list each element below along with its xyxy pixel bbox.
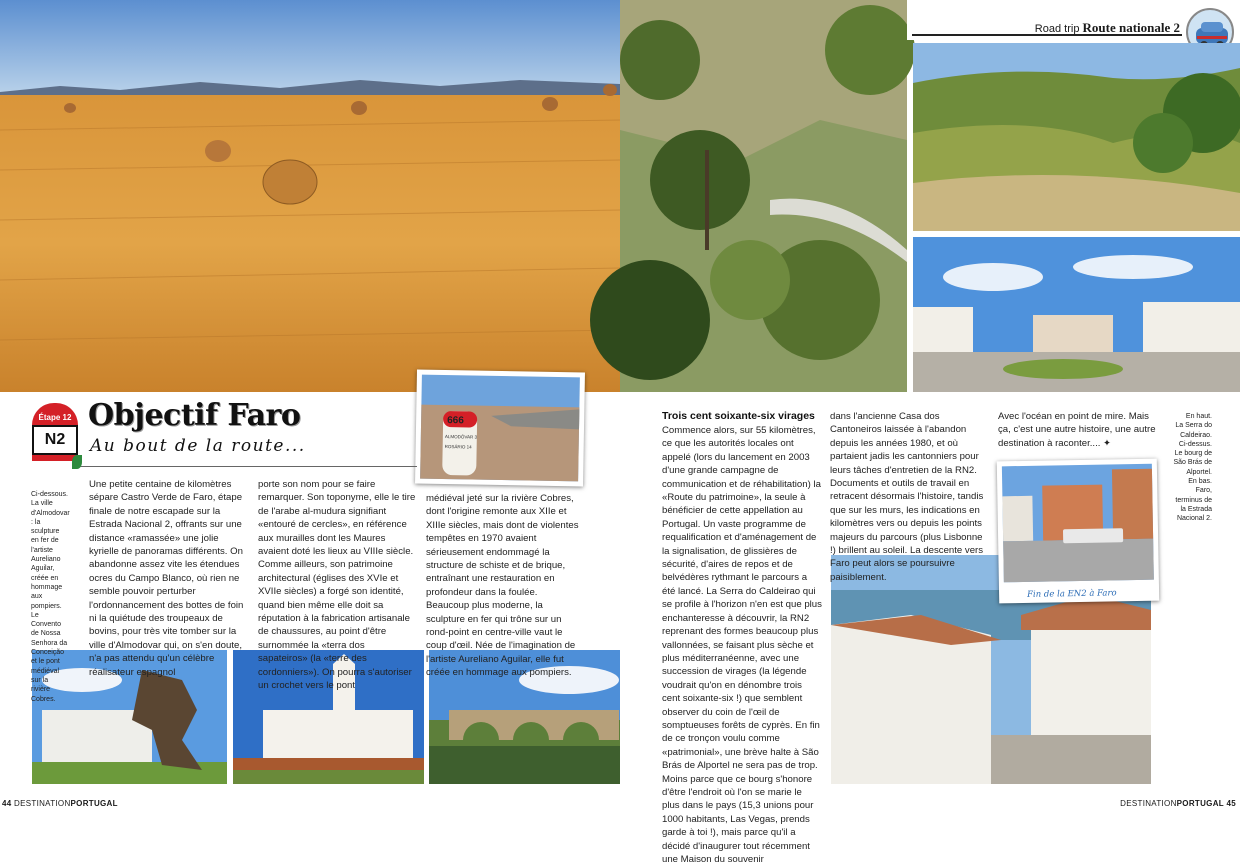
footer-brand-left-2: PORTUGAL (70, 799, 118, 808)
column-2: porte son nom pour se faire remarquer. Son toponyme, elle le tire de l'arabe al-mudura signifiant «entouré de cercles», en référence aux murailles dont les Maures avaient doté les lieux au VIIIe siècle. Comme ailleurs, son patrimoine architectural (églises des XVIe et XVIIe siècles) a forgé son identité, quand bien même elle doit sa réputation à la fabrication artisanale de chaussures, au point d'être surnommée la «terra dos sapateiros» (la «terre des cordonniers»). On pourra s'autoriser un crochet vers le pont (258, 479, 416, 692)
serra-caldeirao-photo (620, 0, 907, 392)
column-4: Commence alors, sur 55 kilomètres, ce que les autorités locales ont appelé (lors du lancement en 2003 d'une grande campagne de communication et de réhabilitation) la «Route du patrimoine», la seule à bénéficier de cette appellation au Portugal. Un vaste programme de requalification et d'aménagement de la signalisation, de glissières de sécurité, d'aires de repos et de belvédères rythmant le parcours a été lancé. La Serra do Caldeirao qui se profile à l'horizon n'en est que plus enchanteresse à découvrir, la RN2 reprenant des formes beaucoup plus vallonnées, se faisant plus sèche et plus méditerranéenne, avec une succession de virages (la légende voudrait qu'on en dénombre trois cent soixante-six !) que semblent observer du coin de l'œil de somptueuses forêts de cyprès. En fin de ce tronçon voulu comme «patrimonial», une brève halte à São Brás de Alportel ne sera pas de trop. Moins parce que ce bourg s'honore d'être l'endroit où l'on se marie le plus dans le pays (15,3 unions pour 1000 habitants, Las Vegas, prends garde à toi !), mais parce qu'il a décidé d'inaugurer tout récemment une Maison du souvenir (662, 425, 822, 865)
milestone-line1: ALMODÔVAR 3 (444, 434, 478, 440)
column-5: dans l'ancienne Casa dos Cantoneiros laissée à l'abandon depuis les années 1980, et où partaient jadis les cantonniers pour leurs tâches d'entretien de la RN2. Documents et outils de travail en retracent désormais l'histoire, tandis que sur les murs, les indications en kilomètres vers ou depuis les points majeurs du parcours (plus Lisbonne !) brillent au soleil. La descente vers Faro peut alors se poursuivre paisiblement. (830, 411, 984, 583)
header-title (1035, 20, 1180, 36)
badge-divider (77, 466, 417, 467)
milestone-number: 666 (447, 415, 464, 427)
sao-bras-photo (913, 237, 1240, 392)
footer-right (1120, 799, 1236, 808)
column-6: Avec l'océan en point de mire. Mais ça, c'est une autre histoire, une autre destination à raconter.... ✦ (998, 411, 1156, 449)
header-route: Route nationale 2 (1082, 20, 1180, 35)
left-caption: Ci-dessous. La ville d'Almodovar : la sculpture en fer de l'artiste Aureliano Aguilar, créée en hommage aux pompiers. Le Convento de Nossa Senhora da Conceição et le pont médiéval sur la rivière Cobres. (31, 491, 70, 703)
milestone-polaroid (415, 370, 585, 487)
page-number-left: 44 (2, 799, 12, 808)
faro-polaroid (997, 459, 1159, 604)
etape-label: Étape 12 (32, 403, 78, 425)
etape-badge (32, 403, 78, 461)
column-3: médiéval jeté sur la rivière Cobres, dont l'origine remonte aux XIIe et XIIIe siècles, mais dont de violentes tempêtes en 1970 avaient sérieusement endommagé la structure de schiste et de brique, entraînant une restauration en profondeur dans la foulée. Beaucoup plus moderne, la sculpture en fer qui trône sur un rond-point en centre-ville vaut le coup d'œil. Née de l'imagination de l'artiste Aureliano Aguilar, elle fut créée en hommage aux pompiers. (426, 493, 579, 679)
right-caption: En haut. La Serra do Caldeirao. Ci-dessus. Le bourg de São Brás de Alportel. En bas. Faro, terminus de la Estrada Nacional 2. (1173, 413, 1212, 523)
footer-brand-right-2: PORTUGAL (1176, 799, 1224, 808)
header-strip (907, 0, 1240, 40)
milestone-line2: ROSÁRIO 14 (444, 444, 472, 450)
column-1: Une petite centaine de kilomètres sépare Castro Verde de Faro, étape finale de notre escapade sur la Estrada Nacional 2, offrants sur une distance «ramassée» une jolie kyrielle de panoramas différents. On abandonne assez vite les étendues ocres du Campo Blanco, où rien ne semble pouvoir perturber l'ordonnancement des bottes de foin ni la quiétude des troupeaux de bovins, pour très vite tomber sur la ville d'Almodovar qui, on s'en doute, n'a pas attendu qu'un célèbre réalisateur espagnol (89, 479, 244, 678)
footer-brand-left-1: DESTINATION (14, 799, 71, 808)
section-title: Trois cent soixante-six virages (662, 410, 815, 422)
route-number: N2 (32, 425, 78, 455)
article-subtitle: Au bout de la route... (90, 436, 306, 456)
badge-leaf (72, 455, 82, 469)
footer-brand-right-1: DESTINATION (1120, 799, 1177, 808)
footer-left (2, 799, 118, 808)
wheat-field-photo (0, 0, 620, 392)
article-title: Objectif Faro (88, 398, 301, 433)
header-prefix: Road trip (1034, 23, 1080, 35)
page-number-right: 45 (1226, 799, 1236, 808)
polaroid-caption: Fin de la EN2 à Faro (1027, 588, 1117, 600)
hills-photo (913, 43, 1240, 231)
